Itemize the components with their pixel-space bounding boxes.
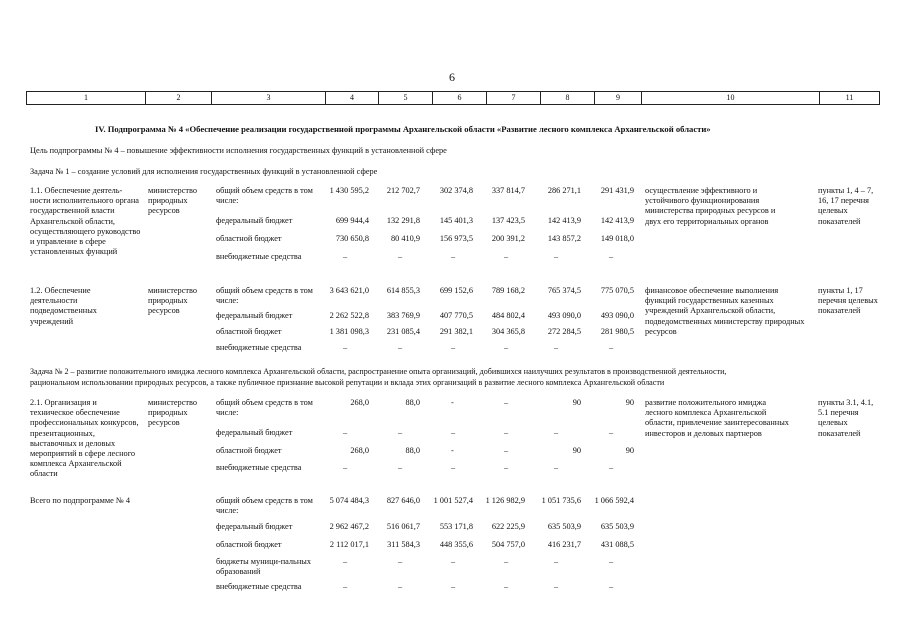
amount-cell: 622 225,9 [491, 522, 525, 531]
amount-cell: 493 090,0 [547, 311, 581, 320]
goal-text: Цель подпрограммы № 4 – повышение эффективности исполнения государственных функций в установленной сфере [30, 146, 447, 155]
amount-cell: 504 757,0 [491, 540, 525, 549]
amount-cell: 212 702,7 [386, 186, 420, 195]
col-header: 4 [326, 92, 379, 104]
amount-cell: – [554, 463, 559, 472]
amount-cell: – [343, 463, 348, 472]
amount-cell: 775 070,5 [600, 286, 634, 295]
amount-cell: – [398, 252, 403, 261]
amount-cell: – [398, 557, 403, 566]
amount-cell: 730 650,8 [335, 234, 369, 243]
amount-cell: 2 262 522,8 [329, 311, 369, 320]
amount-cell: 1 126 982,9 [485, 496, 525, 505]
task-1-text: Задача № 1 – создание условий для исполнения государственных функций в установленной сфере [30, 167, 378, 176]
amount-cell: – [398, 463, 403, 472]
amount-cell: 5 074 484,3 [329, 496, 369, 505]
amount-cell: 200 391,2 [491, 234, 525, 243]
amount-cell: – [504, 398, 509, 407]
amount-cell: 90 [572, 446, 581, 455]
amount-cell: 142 413,9 [600, 216, 634, 225]
col-header: 11 [845, 93, 854, 102]
amount-cell: 291 382,1 [439, 327, 473, 336]
measure-name: 1.2. Обеспечение деятельности подведомственных учреждений [30, 286, 97, 326]
amount-cell: 553 171,8 [439, 522, 473, 531]
fund-label: областной бюджет [216, 446, 282, 455]
total-label: Всего по подпрограмме № 4 [30, 496, 131, 505]
fund-label: общий объем средств в том числе: [216, 186, 313, 206]
amount-cell: 286 271,1 [547, 186, 581, 195]
measure-name: 1.1. Обеспечение деятель-ности исполнительного органа государственной власти Архангельской области, осуществляющего руководство и управление в сфере установленных функций [30, 186, 141, 257]
amount-cell: 407 770,5 [439, 311, 473, 320]
indicators-ref: пункты 1, 4 – 7, 16, 17 перечня целевых показателей [818, 186, 874, 226]
amount-cell: – [504, 582, 509, 591]
amount-cell: – [554, 557, 559, 566]
amount-cell: 311 584,3 [387, 540, 420, 549]
amount-cell: 302 374,8 [439, 186, 473, 195]
task-2-text-cont: рациональном использовании природных ресурсов, а также публичное признание высокой репутации и вклада этих организаций в развитие лесного комплекса Архангельской области [30, 378, 665, 387]
amount-cell: – [343, 343, 348, 352]
expected-result: развитие положительного имиджа лесного комплекса Архангельской области, привлечение заинтересованных инвесторов и деловых партнеров [645, 398, 789, 438]
indicators-ref: пункты 1, 17 перечня целевых показателей [818, 286, 878, 316]
amount-cell: 493 090,0 [600, 311, 634, 320]
fund-label: областной бюджет [216, 327, 282, 336]
fund-label: внебюджетные средства [216, 252, 302, 261]
amount-cell: 516 061,7 [386, 522, 420, 531]
amount-cell: 137 423,5 [491, 216, 525, 225]
fund-label: бюджеты муници-пальных образований [216, 557, 312, 577]
amount-cell: 337 814,7 [491, 186, 525, 195]
col-header: 6 [433, 92, 487, 104]
col-header: 2 [146, 92, 212, 104]
amount-cell: 268,0 [350, 398, 369, 407]
amount-cell: – [451, 463, 456, 472]
amount-cell: 88,0 [405, 446, 420, 455]
amount-cell: 484 802,4 [491, 311, 525, 320]
amount-cell: 268,0 [350, 446, 369, 455]
amount-cell: 1 051 735,6 [541, 496, 581, 505]
amount-cell: 1 381 098,3 [329, 327, 369, 336]
amount-cell: 1 001 527,4 [433, 496, 473, 505]
amount-cell: – [451, 252, 456, 261]
amount-cell: – [451, 428, 456, 437]
amount-cell: 383 769,9 [386, 311, 420, 320]
amount-cell: 827 646,0 [386, 496, 420, 505]
fund-label: федеральный бюджет [216, 428, 293, 437]
expected-result: финансовое обеспечение выполнения функций государственных казенных учреждений Архангельской области, подведомственных министерству природных ресурсов [645, 286, 805, 336]
amount-cell: 2 112 017,1 [329, 540, 369, 549]
amount-cell: 1 066 592,4 [594, 496, 634, 505]
subprogram-title: IV. Подпрограмма № 4 «Обеспечение реализации государственной программы Архангельской области «Развитие лесного комплекса Архангельской области» [95, 124, 711, 134]
amount-cell: – [504, 428, 509, 437]
amount-cell: – [504, 446, 509, 455]
amount-cell: – [609, 428, 614, 437]
amount-cell: – [504, 463, 509, 472]
amount-cell: – [554, 428, 559, 437]
amount-cell: 143 857,2 [547, 234, 581, 243]
amount-cell: 1 430 595,2 [329, 186, 369, 195]
col-header: 9 [595, 92, 642, 104]
amount-cell: 789 168,2 [491, 286, 525, 295]
amount-cell: 448 355,6 [439, 540, 473, 549]
fund-label: федеральный бюджет [216, 311, 293, 320]
amount-cell: 431 088,5 [600, 540, 634, 549]
amount-cell: – [451, 557, 456, 566]
amount-cell: 231 085,4 [386, 327, 420, 336]
fund-label: общий объем средств в том числе: [216, 286, 313, 306]
col-header: 7 [487, 92, 541, 104]
amount-cell: – [398, 343, 403, 352]
amount-cell: 699 152,6 [439, 286, 473, 295]
amount-cell: - [451, 446, 454, 455]
amount-cell: 90 [625, 398, 634, 407]
executor: министерство природных ресурсов [148, 398, 198, 428]
amount-cell: – [451, 343, 456, 352]
amount-cell: – [609, 582, 614, 591]
executor: министерство природных ресурсов [148, 286, 198, 316]
amount-cell: 291 431,9 [600, 186, 634, 195]
amount-cell: – [343, 428, 348, 437]
amount-cell: 635 503,9 [600, 522, 634, 531]
amount-cell: 88,0 [405, 398, 420, 407]
amount-cell: 80 410,9 [390, 234, 420, 243]
amount-cell: 614 855,3 [386, 286, 420, 295]
fund-label: федеральный бюджет [216, 216, 293, 225]
amount-cell: 699 944,4 [335, 216, 369, 225]
indicators-ref: пункты 3.1, 4.1, 5.1 перечня целевых показателей [818, 398, 874, 438]
amount-cell: 2 962 467,2 [329, 522, 369, 531]
amount-cell: 142 413,9 [547, 216, 581, 225]
amount-cell: – [343, 557, 348, 566]
amount-cell: 272 284,5 [547, 327, 581, 336]
amount-cell: – [504, 557, 509, 566]
amount-cell: – [343, 582, 348, 591]
fund-label: областной бюджет [216, 540, 282, 549]
amount-cell: – [451, 582, 456, 591]
amount-cell: – [609, 557, 614, 566]
amount-cell: – [554, 343, 559, 352]
col-header: 10 [642, 92, 820, 104]
amount-cell: 145 401,3 [439, 216, 473, 225]
amount-cell: – [609, 252, 614, 261]
amount-cell: – [343, 252, 348, 261]
fund-label: внебюджетные средства [216, 343, 302, 352]
page-number: 6 [449, 70, 455, 84]
task-2-text: Задача № 2 – развитие положительного имиджа лесного комплекса Архангельской области, распространение опыта организаций, добившихся наилучших результатов в производственной деятельности, [30, 367, 727, 376]
col-header: 1 [27, 92, 146, 104]
amount-cell: 90 [572, 398, 581, 407]
col-header: 3 [212, 92, 326, 104]
fund-label: федеральный бюджет [216, 522, 293, 531]
amount-cell: – [398, 428, 403, 437]
amount-cell: - [451, 398, 454, 407]
amount-cell: – [504, 252, 509, 261]
amount-cell: 132 291,8 [386, 216, 420, 225]
executor: министерство природных ресурсов [148, 186, 198, 216]
expected-result: осуществление эффективного и устойчивого функционирования министерства природных ресурсов и двух его территориальных органов [645, 186, 776, 226]
col-header: 5 [379, 92, 433, 104]
amount-cell: 281 980,5 [600, 327, 634, 336]
amount-cell: 149 018,0 [600, 234, 634, 243]
amount-cell: – [554, 252, 559, 261]
fund-label: областной бюджет [216, 234, 282, 243]
amount-cell: 156 973,5 [439, 234, 473, 243]
amount-cell: – [609, 343, 614, 352]
fund-label: внебюджетные средства [216, 463, 302, 472]
amount-cell: – [609, 463, 614, 472]
measure-name: 2.1. Организация и техническое обеспечение профессиональных конкурсов, презентационных, выставочных и деловых мероприятий в сфере лесного комплекса Архангельской области [30, 398, 139, 479]
amount-cell: – [554, 582, 559, 591]
fund-label: внебюджетные средства [216, 582, 302, 591]
amount-cell: 3 643 621,0 [329, 286, 369, 295]
amount-cell: 304 365,8 [491, 327, 525, 336]
fund-label: общий объем средств в том числе: [216, 496, 313, 516]
amount-cell: 416 231,7 [547, 540, 581, 549]
amount-cell: – [504, 343, 509, 352]
column-number-header [26, 91, 880, 105]
amount-cell: – [398, 582, 403, 591]
amount-cell: 90 [625, 446, 634, 455]
amount-cell: 765 374,5 [547, 286, 581, 295]
col-header: 8 [541, 92, 595, 104]
fund-label: общий объем средств в том числе: [216, 398, 313, 418]
amount-cell: 635 503,9 [547, 522, 581, 531]
